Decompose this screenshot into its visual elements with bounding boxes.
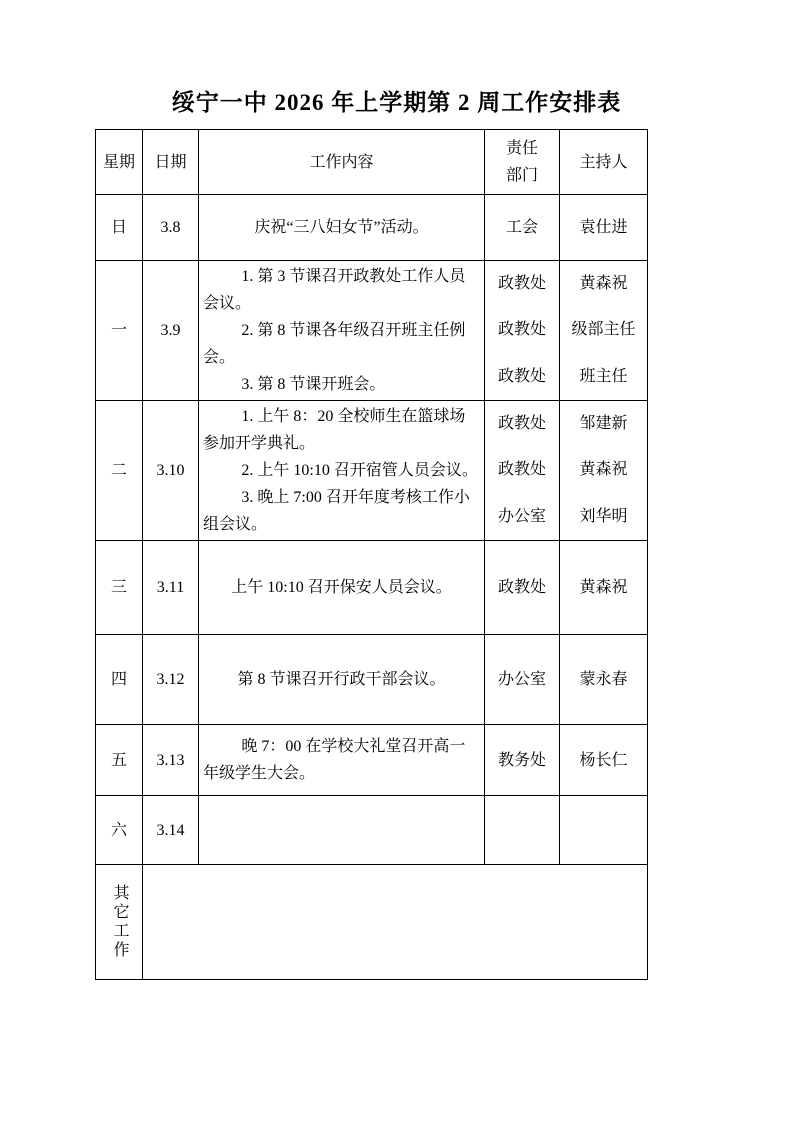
content-cell <box>198 796 484 864</box>
header-host: 主持人 <box>559 130 647 194</box>
table-row-sunday <box>96 194 647 260</box>
work-item: 2. 上午 10:10 召开宿管人员会议。 <box>241 462 478 479</box>
content-cell <box>198 401 484 540</box>
table-header-row <box>96 130 647 194</box>
day-cell: 五 <box>110 751 127 769</box>
table-row-wednesday <box>96 540 647 634</box>
other-work-content-cell <box>142 865 647 979</box>
date-cell: 3.14 <box>142 796 198 864</box>
work-item: 晚 7：00 在学校大礼堂召开高一年级学生大会。 <box>203 738 466 782</box>
work-item: 1. 第 3 节课召开政教处工作人员会议。 <box>203 268 466 312</box>
department-entry: 办公室 <box>497 507 546 525</box>
date-cell: 3.12 <box>142 635 198 724</box>
content-cell <box>198 195 484 260</box>
day-cell: 三 <box>110 579 127 596</box>
content-cell <box>198 725 484 795</box>
date-cell: 3.11 <box>142 541 198 634</box>
day-cell: 日 <box>110 219 127 236</box>
department-entry: 政教处 <box>497 367 546 385</box>
schedule-table <box>95 129 648 980</box>
host-entry: 班主任 <box>579 367 628 385</box>
work-item: 庆祝“三八妇女节”活动。 <box>254 219 429 236</box>
table-row-monday <box>96 260 647 400</box>
page-title: 绥宁一中 2026 年上学期第 2 周工作安排表 <box>171 90 622 115</box>
day-cell: 六 <box>110 821 127 839</box>
day-cell: 四 <box>110 671 127 688</box>
host-cell: 黄森祝 <box>559 541 647 634</box>
department-entry: 政教处 <box>497 461 546 479</box>
header-content: 工作内容 <box>198 130 484 194</box>
host-cell <box>559 261 647 400</box>
work-item: 3. 第 8 节课开班会。 <box>241 376 386 393</box>
table-row-tuesday <box>96 400 647 540</box>
department-cell <box>484 796 559 864</box>
host-cell: 杨长仁 <box>559 725 647 795</box>
host-cell <box>559 401 647 540</box>
content-cell <box>198 261 484 400</box>
department-cell <box>484 401 559 540</box>
table-row-thursday <box>96 634 647 724</box>
date-cell: 3.10 <box>142 401 198 540</box>
host-cell: 蒙永春 <box>559 635 647 724</box>
host-entry: 刘华明 <box>579 507 628 525</box>
work-item: 3. 晚上 7:00 召开年度考核工作小组会议。 <box>203 489 470 533</box>
other-work-label-cell <box>96 865 142 979</box>
work-item: 2. 第 8 节课各年级召开班主任例会。 <box>203 322 466 366</box>
host-cell: 袁仕进 <box>559 195 647 260</box>
host-cell <box>559 796 647 864</box>
header-department: 责任部门 <box>484 130 559 194</box>
department-cell: 办公室 <box>484 635 559 724</box>
host-entry: 黄森祝 <box>579 461 628 479</box>
table-row-saturday <box>96 795 647 864</box>
content-cell <box>198 541 484 634</box>
host-entry: 邹建新 <box>579 415 628 433</box>
day-cell: 二 <box>110 462 127 479</box>
department-cell: 政教处 <box>484 541 559 634</box>
department-cell: 教务处 <box>484 725 559 795</box>
other-work-label: 其它工作 <box>111 884 128 960</box>
work-item: 上午 10:10 召开保安人员会议。 <box>231 579 452 596</box>
department-cell: 工会 <box>484 195 559 260</box>
department-entry: 政教处 <box>497 415 546 433</box>
host-entry: 级部主任 <box>571 321 636 339</box>
content-cell <box>198 635 484 724</box>
work-item: 第 8 节课召开行政干部会议。 <box>237 671 446 688</box>
table-row-other-work <box>96 864 647 979</box>
host-entry: 黄森祝 <box>579 275 628 293</box>
table-row-friday <box>96 724 647 795</box>
date-cell: 3.8 <box>142 195 198 260</box>
date-cell: 3.13 <box>142 725 198 795</box>
work-item: 1. 上午 8：20 全校师生在篮球场参加开学典礼。 <box>203 408 466 452</box>
day-cell: 一 <box>110 322 127 339</box>
header-day: 星期 <box>102 153 135 171</box>
department-cell <box>484 261 559 400</box>
header-date: 日期 <box>142 130 198 194</box>
department-entry: 政教处 <box>497 321 546 339</box>
date-cell: 3.9 <box>142 261 198 400</box>
department-entry: 政教处 <box>497 275 546 293</box>
